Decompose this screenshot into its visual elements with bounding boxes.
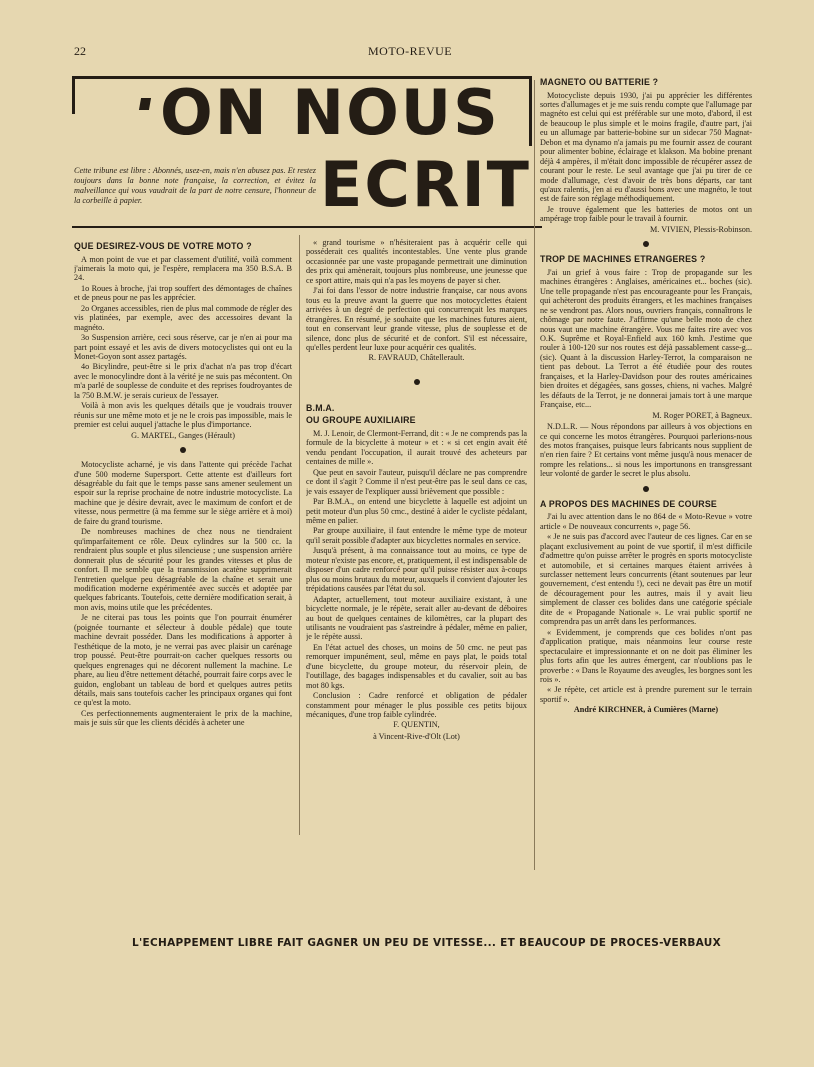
paragraph: J'ai foi dans l'essor de notre industrie française, car nous avons tous eu la preuve avant la guerre que nos motocyclettes étaient arrivées à un degré de perfection qui concurrençait les marques étrangères. En résumé, je souhaite que les machines futures aient, tout en conservant leur grande vitesse, plus de souplesse et de silence, donc plus de sécurité et de confort. S'il est nécessaire, qu'elles perdent leur luxe pour acquérir ces qualités. — [306, 286, 527, 352]
heading-magneto: MAGNETO OU BATTERIE ? — [540, 77, 659, 87]
paragraph: Motocycliste depuis 1930, j'ai pu apprécier les différentes sortes d'allumages et je me suis rendu compte que l'allumage par magnéto est celui qui est préférable sur une moto, d'abord, il est de beaucoup le plus simple et le moins fragile, d'autre part, j'ai eu un allumage par batterie-bobine sur un sidecar 750 Magnat-Debon et ma dynamo n'a jamais pu me fournir assez de courant pour alimenter bobine, éclairage et klakson. Ma bobine prenant déjà 4 ampères, il m'était donc impossible de récupérer assez de courant pour le reste. Le seul avantage que j'ai pu tirer de ce mode d'allumage, c'est d'avoir de très bons départs, car tant qu'aux ralentis, j'en ai eu d'aussi bons avec une magnéto, le tout est de faire son réglage méthodiquement. — [540, 90, 752, 204]
paragraph: 3o Suspension arrière, ceci sous réserve, car je n'en ai pour ma part point essayé et les avis de divers motocyclistes qui ont eu la Monet-Goyon sont assez partagés. — [74, 333, 292, 362]
paragraph: Jusqu'à présent, à ma connaissance tout au moins, ce type de moteur n'existe pas encore, et, pratiquement, il est indispensable de disposer d'un cadre renforcé pour qu'il puisse résister aux à-coups plus ou moins brutaux du moteur, auxquels il convient d'ajouter les trépidations causées par l'état du sol. — [306, 546, 527, 594]
paragraph: Ces perfectionnements augmenteraient le prix de la machine, mais je suis sûr que les clients décidés à acheter une — [74, 708, 292, 728]
paragraph: « Je répète, cet article est à prendre purement sur le terrain sportif ». — [540, 685, 752, 704]
heading-groupe-auxiliaire: OU GROUPE AUXILIAIRE — [306, 415, 416, 426]
page-number: 22 — [74, 44, 86, 58]
column-divider-1 — [299, 235, 300, 835]
heading-bma: B.M.A. — [306, 402, 335, 413]
paragraph: M. J. Lenoir, de Clermont-Ferrand, dit : « Je ne comprends pas la formule de la bicyclette à moteur » et : « si cet engin avait été vendu pendant l'occupation, il aurait trouvé des acheteurs par centaines de mille ». — [306, 428, 527, 467]
column-3 — [540, 74, 752, 934]
signature: à Vincent-Rive-d'Olt (Lot) — [373, 731, 460, 741]
paragraph: 1o Roues à broche, j'ai trop souffert des démontages de chaînes et de pneus pour ne pas les apprécier. — [74, 283, 292, 303]
separator-bullet — [643, 241, 649, 247]
title-line-1: ON NOUS — [160, 76, 500, 149]
paragraph: 2o Organes accessibles, rien de plus mal commode de régler des vis platinées, par exemple, avec des accessoires devant la magnéto. — [74, 303, 292, 332]
heading-trop-de-machines: TROP DE MACHINES ETRANGERES ? — [540, 254, 706, 265]
paragraph: Adapter, actuellement, tout moteur auxiliaire existant, à une bicyclette normale, je le répète, serait aller au-devant de déboires au bout de quelques centaines de kilomètres, car la plupart des utilisants ne voudraient pas s'astreindre à pédaler, même en palier, je le répète aussi. — [306, 594, 527, 642]
paragraph: A mon point de vue et par classement d'utilité, voilà comment j'aimerais la moto qui, je l'espère, remplacera ma 350 B.S.A. B 24. — [74, 254, 292, 283]
signature: M. VIVIEN, Plessis-Robinson. — [650, 224, 752, 234]
paragraph: Par groupe auxiliaire, il faut entendre le même type de moteur qu'il serait possible d'adapter aux bicyclettes normales en service. — [306, 526, 527, 545]
signature: G. MARTEL, Ganges (Hérault) — [131, 430, 235, 440]
separator-bullet — [643, 486, 649, 492]
magazine-name: MOTO-REVUE — [368, 44, 453, 58]
heading-que-desirez-vous: QUE DESIREZ-VOUS DE VOTRE MOTO ? — [74, 241, 252, 251]
paragraph: Que peut en savoir l'auteur, puisqu'il déclare ne pas comprendre ce dont il s'agit ? Comme il n'est peut-être pas le seul dans ce cas, je vais essayer de l'expliquer aussi brièvement que possible : — [306, 467, 527, 496]
editor-note: N.D.L.R. — Nous répondons par ailleurs à vos objections en ce qui concerne les motos étrangères. Pourquoi parlerions-nous des motos françaises, puisque leurs fabricants nous supplient de n'en rien faire ? Et certains vont même jusqu'à nous menacer de rompre les relations... si nous les importunons en transgressant leur volonté de garder le secret le plus absolu. — [540, 422, 752, 479]
paragraph: Par B.M.A., on entend une bicyclette à laquelle est adjoint un petit moteur d'un plus 50 cmc., destiné à aider le cycliste pédalant, même en palier. — [306, 497, 527, 525]
paragraph: Voilà à mon avis les quelques détails que je voudrais trouver réunis sur une même moto et je ne le crois pas impossible, mais le premier est celui auquel j'attache le plus d'importance. — [74, 401, 292, 430]
column-2 — [306, 238, 527, 928]
signature: André KIRCHNER, à Cumières (Marne) — [573, 705, 719, 715]
paragraph: En l'état actuel des choses, un moins de 50 cmc. ne peut pas remorquer impunément, seul, même en pays plat, le poids total d'une bicyclette, du groupe moteur, du réservoir plein, de l'outillage, des bagages indispensables et du cavalier, soit au bas mot 80 kgs. — [306, 642, 527, 690]
signature: M. Roger PORET, à Bagneux. — [652, 410, 752, 420]
footer-caption: L'ECHAPPEMENT LIBRE FAIT GAGNER UN PEU DE VITESSE... ET BEAUCOUP DE PROCES-VERBAUX — [132, 937, 721, 949]
paragraph: De nombreuses machines de chez nous ne tiendraient qu'imparfaitement ce rôle. Deux cylindres sur la 500 cc. la rendraient plus souple et plus silencieuse ; une suspension arrière donnerait plus de sécurité pour les grandes vitesses et plus de confort. Il me semble que la transmission acatène supprimerait l'entretien quelque peu désagréable de la chaîne et serait une modification moderne expérimentée avec succès et adoptée par quelques fabricants. Toutefois, cette dernière modification serait, à mon avis, moins utile que les précédentes. — [74, 527, 292, 612]
signature: R. FAVRAUD, Châtellerault. — [368, 353, 465, 363]
paragraph: J'ai lu avec attention dans le no 864 de « Moto-Revue » votre article « De nouveaux concurrents », page 56. — [540, 512, 752, 531]
paragraph: Je ne citerai pas tous les points que l'on pourrait énumérer (poignée tournante et sélecteur à double pédale) que toute machine devrait posséder. Dans les modifications à apporter à l'esthétique de la moto, je ne verrai pas avec plaisir un carénage trop poussé. Peut-être pourrait-on cacher quelques ressorts ou quelques engrenages qui ne décorent nullement la machine. Le phare, au lieu d'être nettement détaché, pourrait faire corps avec le guidon, englobant un tableau de bord et quelques autres petits détails, mais sans toutefois cacher les principaux organes qui font ce qu'est la moto. — [74, 613, 292, 708]
paragraph: Motocycliste acharné, je vis dans l'attente qui précède l'achat d'une 500 moderne Supersport. Cette attente est d'ailleurs fort désagréable du fait que le temps passe sans amener seulement un espoir sur la reprise prochaine de notre industrie motocycliste. La machine que je désire devrait, avec le maximum de confort et de vitesse, nous permettre (à ma femme sur le siège arrière et à moi) de faire du grand tourisme. — [74, 460, 292, 526]
separator-bullet — [180, 447, 186, 453]
title-rule-bottom — [72, 226, 542, 228]
paragraph: Je trouve également que les batteries de motos ont un ampérage trop faible pour le travail à fournir. — [540, 204, 752, 224]
paragraph: « Evidemment, je comprends que ces bolides n'ont pas d'application pratique, mais néanmoins leur course reste spectaculaire et impressionnante et on ne doit pas éliminer les plus forts afin que les autres émergent, car n'oublions pas le proverbe : « Dans le Royaume des aveugles, les borgnes sont les rois ». — [540, 627, 752, 684]
intro-text: Cette tribune est libre : Abonnés, usez-en, mais n'en abusez pas. Et restez toujours dans la bonne note française, la correction, et évitez la malveillance qui vous vaudrait de la part de notre censure, l'honneur de la corbeille à papier. — [74, 166, 316, 205]
signature: F. QUENTIN, — [393, 720, 440, 730]
title-rule-right — [529, 76, 532, 146]
column-divider-2 — [534, 80, 535, 870]
paragraph: 4o Bicylindre, peut-être si le prix d'achat n'a pas trop d'écart avec le monocylindre dont à la vérité je ne suis pas mécontent. On m'a parlé de souplesse de conduite et des reprises foudroyantes de la 750 B.M.W. je serais curieux de l'essayer. — [74, 362, 292, 400]
paragraph: Conclusion : Cadre renforcé et obligation de pédaler constamment pour ménager le plus possible ces petits bijoux mécaniques, d'une trop faible cylindrée. — [306, 691, 527, 720]
separator-bullet — [414, 379, 420, 385]
title-rule-left — [72, 76, 75, 114]
title-line-2: ECRIT — [320, 148, 531, 221]
paragraph: « Je ne suis pas d'accord avec l'auteur de ces lignes. Car en se plaçant exclusivement au point de vue sportif, il m'est difficile d'admettre qu'on puisse arrêter le progrès en sports motocycliste et automobile, et si certaines marques étaient arrivées à surclasser nettement leurs concurrents (étant soutenues par leur gouvernement, c'est entendu !), ceci ne devait pas être un motif de découragement pour les autres, mais il y avait lieu simplement de classer ces bolides dans une catégorie spéciale dite de « Propagande Nationale ». Le vrai public sportif ne comprendra pas un arrêt dans les performances. — [540, 532, 752, 627]
paragraph: « grand tourisme » n'hésiteraient pas à acquérir celle qui posséderait ces qualités incontestables. Une vente plus grande occasionnée par une vaste propagande permettrait une diminution des prix qui amènerait, toujours plus nombreuse, une jeunesse que ce sport attire, mais qui n'a pas les moyens de payer si cher. — [306, 238, 527, 285]
paragraph: J'ai un grief à vous faire : Trop de propagande sur les machines étrangères : Anglaises, américaines et... boches (sic). Une telle propagande n'est pas encourageante pour les Français, qui achèteront des produits étrangers, et les machines françaises ne se vendront pas. Alors nous, ouvriers français, connaîtrons le chômage par notre faute. J'affirme qu'une belle moto de chez nous vaut une machine étrangère. Vous me faites rire avec vos O.K. Suprême et Royal-Enfield aux 160 kmh. J'estime que rouler à 100-120 sur nos routes est déjà passablement casse-g... (sic). Quant à la discussion Harley-Terrot, la comparaison ne tient pas debout. La Terrot a été étudiée pour des routes françaises, et la Harley-Davidson pour des routes américaines bien droites et dégagées, sans gosses, chiens, ni vaches. Malgré les défauts de la Terrot, je ne donnerai jamais tort à une marque Française, etc... — [540, 267, 752, 410]
title-bullet — [139, 98, 151, 110]
heading-machines-de-course: A PROPOS DES MACHINES DE COURSE — [540, 498, 717, 509]
column-1 — [74, 238, 292, 928]
